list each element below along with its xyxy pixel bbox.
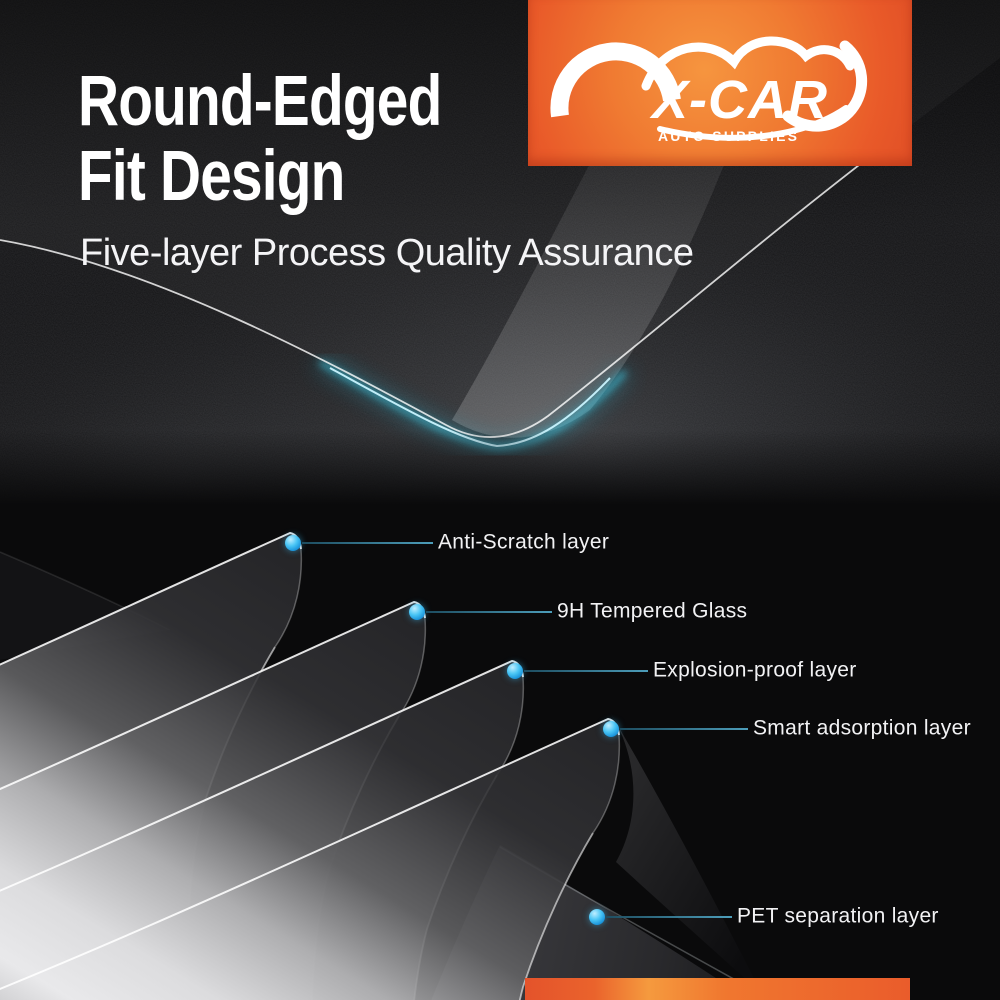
callout-line [524,670,648,672]
layer-label: Smart adsorption layer [753,716,971,740]
callout-dot [285,535,301,551]
callout-line [302,542,433,544]
callout-line [426,611,552,613]
layer-label: 9H Tempered Glass [557,599,748,623]
brand-logo-box [528,0,912,166]
page-title [78,64,441,214]
layer-label: Anti-Scratch layer [438,530,610,554]
callout-dot [589,909,605,925]
layers-section [0,505,1000,1000]
section-fade [0,430,1000,505]
title-line-2: Fit Design [78,137,345,216]
title-line-1: Round-Edged [78,62,442,141]
callout-line [606,916,732,918]
brand-tagline: AUTO SUPPLIES [658,128,800,144]
callout-line [620,728,748,730]
callout-dot [603,721,619,737]
page-subtitle: Five-layer Process Quality Assurance [80,232,694,274]
layer-label: PET separation layer [737,904,939,928]
callout-dot [507,663,523,679]
brand-logo [550,8,890,160]
callout-dot [409,604,425,620]
brand-name: X-CAR [652,70,828,130]
layer-label: Explosion-proof layer [653,658,857,682]
bottom-accent-bar [525,978,910,1000]
